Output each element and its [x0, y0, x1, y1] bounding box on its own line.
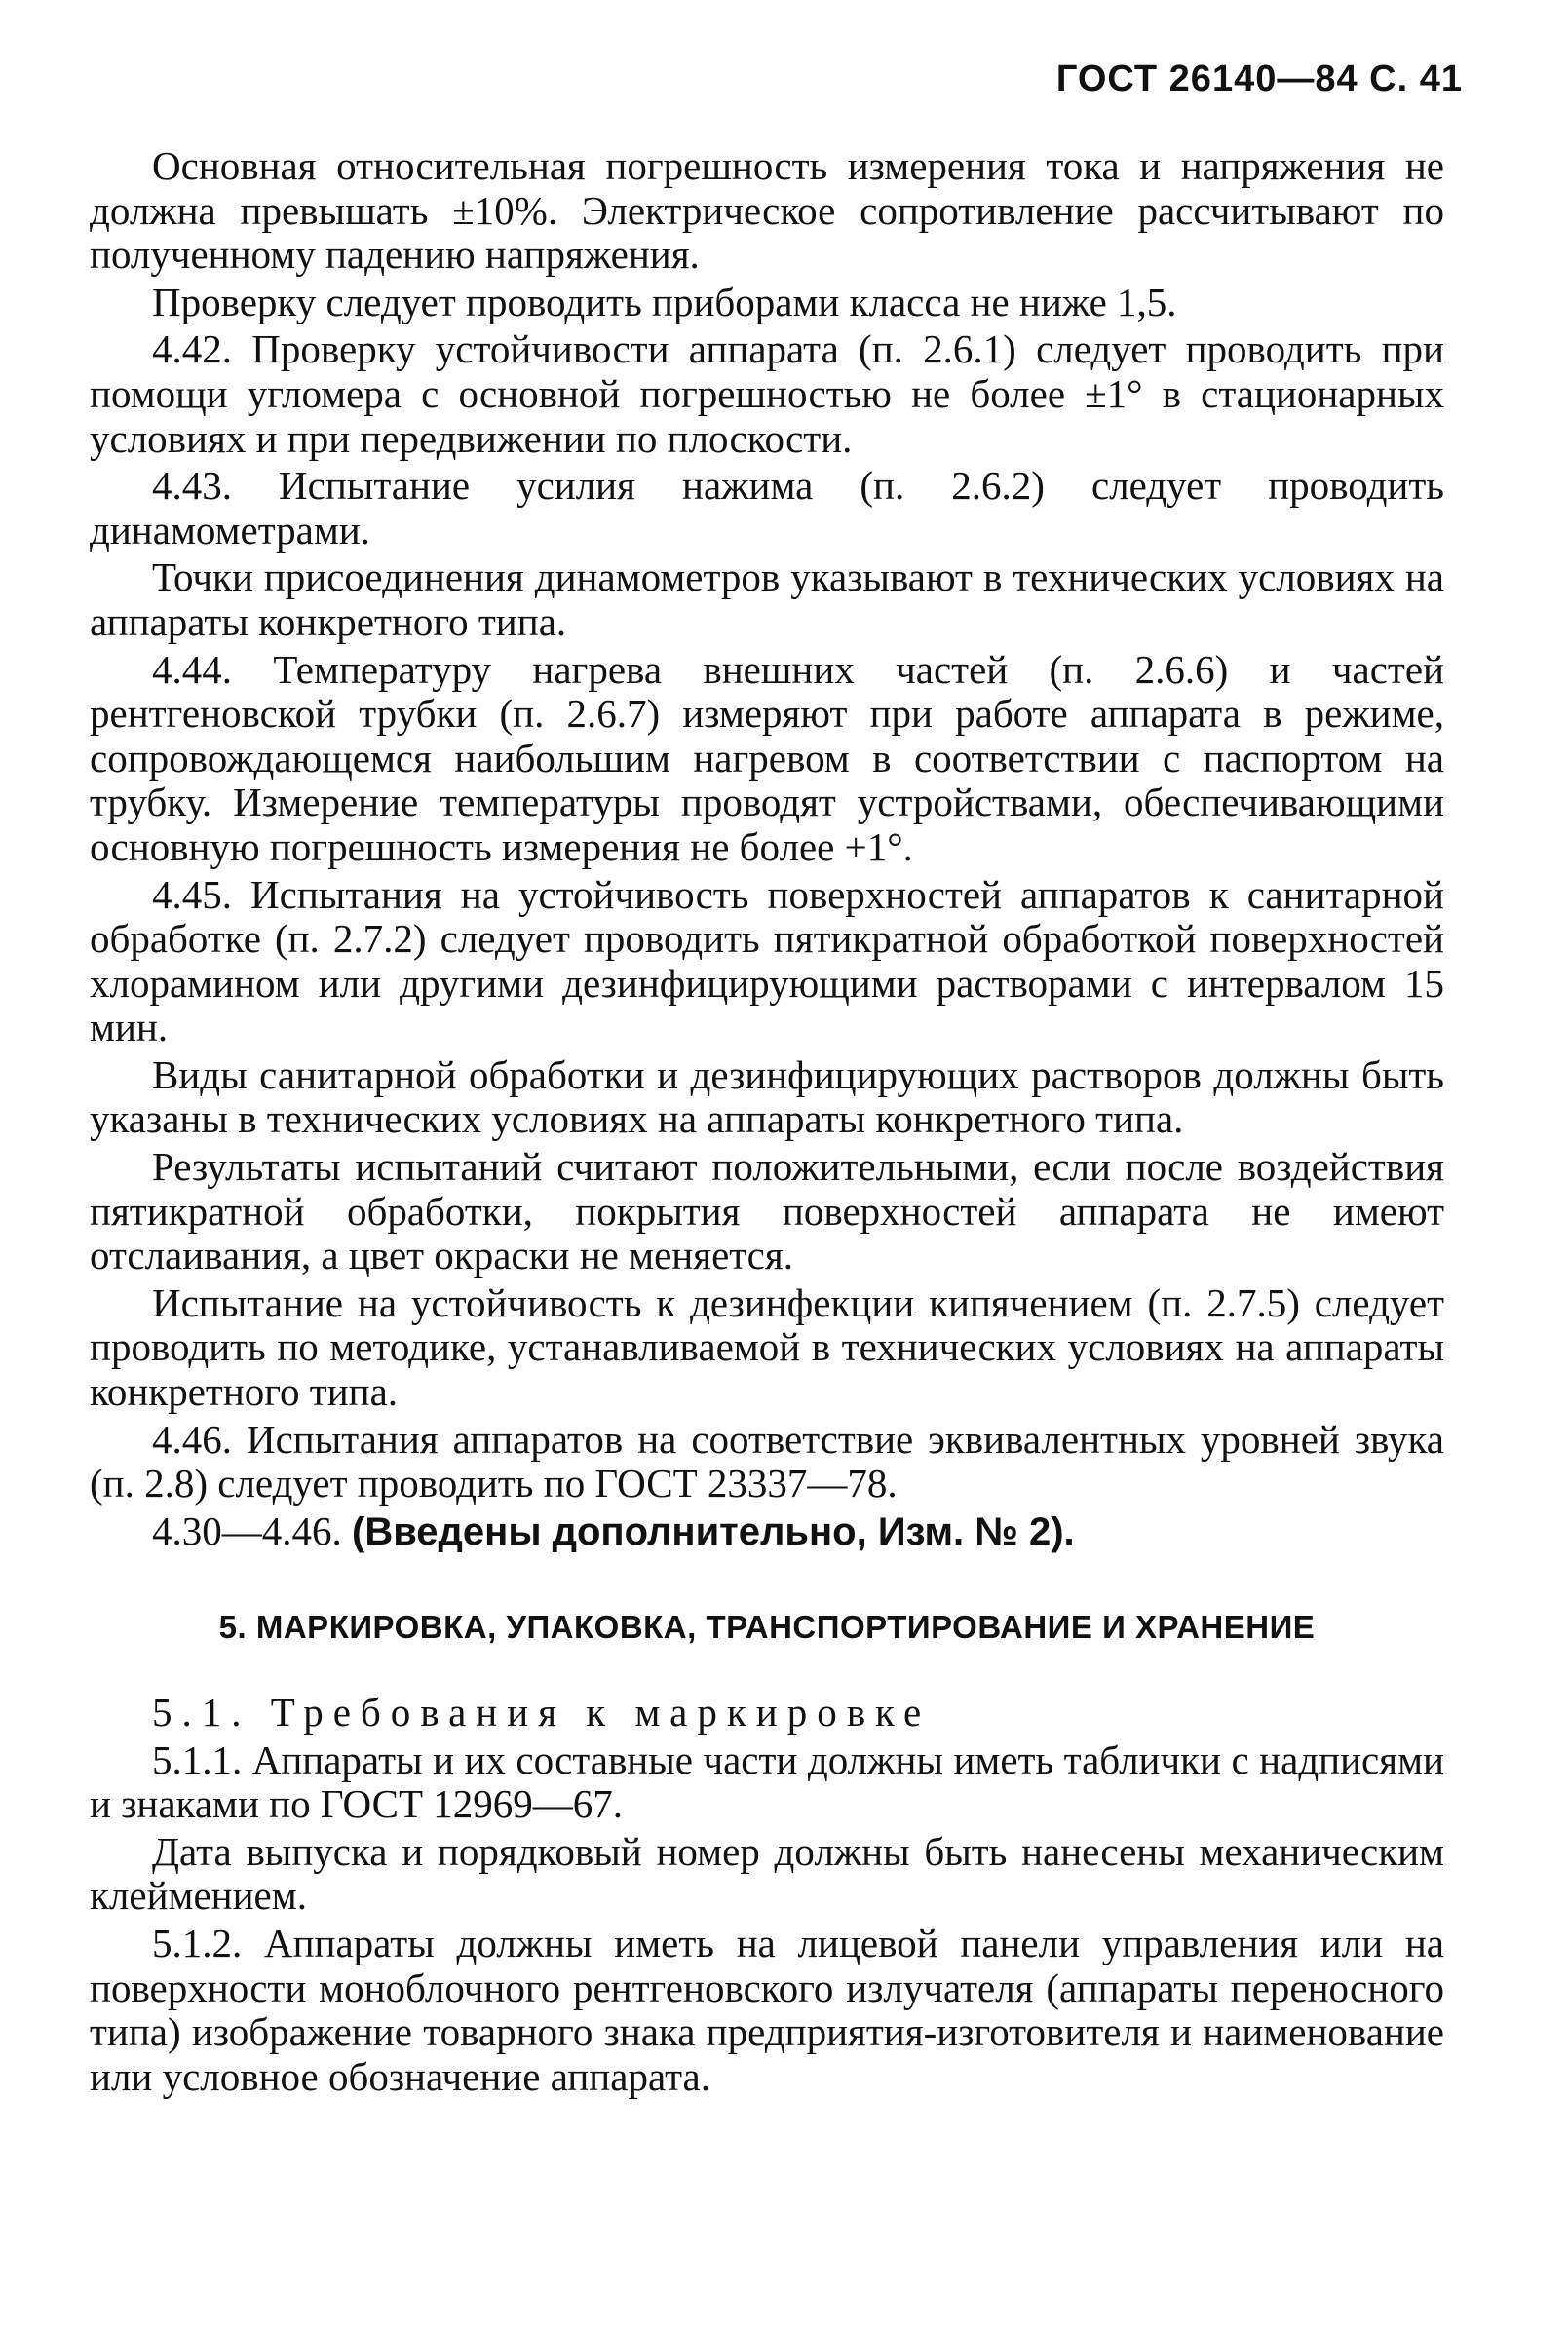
paragraph: Испытание на устойчивость к дезинфекции кипячением (п. 2.7.5) следует проводить по методике, устанавливаемой в технических условиях на аппараты конкретного типа. [90, 1279, 1444, 1415]
paragraph: 4.44. Температуру нагрева внешних частей (п. 2.6.6) и частей рентгеновской трубки (п. 2.6.7) измеряют при работе аппарата в режиме, сопровождающемся наибольшим нагревом в соответствии с паспортом на трубку. Измерение температуры проводят устройствами, обеспечивающими основную погрешность измерения не более +1°. [90, 646, 1444, 869]
paragraph: Результаты испытаний считают положительными, если после воздействия пятикратной обработки, покрытия поверхностей аппарата не имеют отслаивания, а цвет окраски не меняется. [90, 1144, 1444, 1278]
paragraph: 5.1.2. Аппараты должны иметь на лицевой панели управления или на поверхности моноблочного рентгеновского излучателя (аппараты переносного типа) изображение товарного знака предприятия-изготовителя и наименование или условное обозначение аппарата. [90, 1920, 1444, 2099]
paragraph: 4.45. Испытания на устойчивость поверхностей аппаратов к санитарной обработке (п. 2.7.2) следует проводить пятикратной обработкой поверхностей хлорамином или другими дезинфицирующими растворами с интервалом 15 мин. [90, 871, 1444, 1050]
paragraph: Точки присоединения динамометров указывают в технических условиях на аппараты конкретного типа. [90, 554, 1444, 644]
paragraph: 4.46. Испытания аппаратов на соответствие эквивалентных уровней звука (п. 2.8) следует проводить по ГОСТ 23337—78. [90, 1416, 1444, 1507]
paragraph: 5.1.1. Аппараты и их составные части должны иметь таблички с надписями и знаками по ГОСТ 12969—67. [90, 1736, 1444, 1827]
paragraph: Основная относительная погрешность измерения тока и напряжения не должна превышать ±10%. Электрическое сопротивление рассчитывают по полученному падению напряжения. [90, 143, 1444, 278]
amendment-text: (Введены дополнительно, Изм. № 2). [352, 1509, 1075, 1553]
amendment-range: 4.30—4.46. [152, 1507, 342, 1553]
paragraph: Дата выпуска и порядковый номер должны быть нанесены механическим клеймением. [90, 1828, 1444, 1919]
paragraph: 4.42. Проверку устойчивости аппарата (п. 2.6.1) следует проводить при помощи угломера с основной погрешностью не более ±1° в стационарных условиях и при передвижении по плоскости. [90, 326, 1444, 461]
page-header: ГОСТ 26140—84 С. 41 [1055, 58, 1463, 99]
paragraph: Проверку следует проводить приборами класса не ниже 1,5. [152, 279, 1177, 324]
amendment-note [90, 1509, 1444, 1555]
document-body [90, 144, 1444, 2102]
subsection-title: 5.1. Требования к маркировке [152, 1690, 932, 1735]
subsection-heading [90, 1691, 1444, 1736]
section-title: 5. МАРКИРОВКА, УПАКОВКА, ТРАНСПОРТИРОВАНИЕ И ХРАНЕНИЕ [218, 1609, 1316, 1646]
paragraph: 4.43. Испытание усилия нажима (п. 2.6.2) следует проводить динамометрами. [90, 463, 1444, 553]
paragraph: Виды санитарной обработки и дезинфицирующих растворов должны быть указаны в технических условиях на аппараты конкретного типа. [90, 1051, 1444, 1142]
